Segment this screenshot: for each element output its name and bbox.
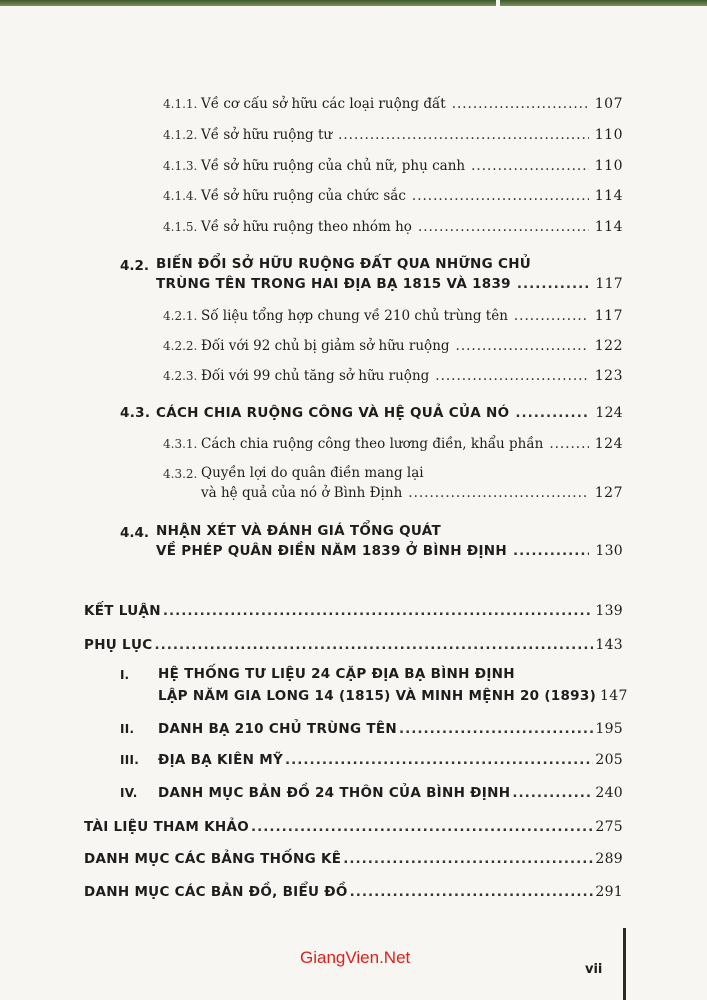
entry-title: ĐỊA BẠ KIÊN MỸ <box>158 752 284 768</box>
entry-title: PHỤ LỤC <box>84 637 153 653</box>
leader-dots <box>350 884 594 900</box>
entry-page: 110 <box>594 127 623 143</box>
entry-number: IV. <box>120 786 138 800</box>
entry-page: 139 <box>595 603 623 619</box>
entry-number: 4.2.3. <box>163 369 198 383</box>
entry-page: 240 <box>595 785 623 801</box>
toc-entry-4-1-3[interactable] <box>163 158 623 174</box>
entry-title: Về cơ cấu sở hữu các loại ruộng đất <box>201 96 446 112</box>
toc-entry-appendix-i[interactable] <box>158 688 628 704</box>
toc-entry-4-3[interactable] <box>120 405 623 421</box>
entry-page: 114 <box>594 219 623 235</box>
entry-number: III. <box>120 753 140 767</box>
toc-entry-bang-thong-ke[interactable] <box>84 851 623 867</box>
entry-title: Đối với 92 chủ bị giảm sở hữu ruộng <box>201 338 450 354</box>
entry-title: DANH MỤC CÁC BẢNG THỐNG KÊ <box>84 851 342 867</box>
toc-entry-tai-lieu-tham-khao[interactable] <box>84 819 623 835</box>
appendix-title-i-line1[interactable]: HỆ THỐNG TƯ LIỆU 24 CẶP ĐỊA BẠ BÌNH ĐỊNH <box>158 666 515 682</box>
section-title-4-2-line2: TRÙNG TÊN TRONG HAI ĐỊA BẠ 1815 VÀ 1839 <box>156 276 511 292</box>
leader-dots <box>456 338 589 354</box>
margin-rule <box>623 928 626 1000</box>
entry-page: 117 <box>594 308 623 324</box>
entry-title: Cách chia ruộng công theo lương điền, khẩu phần <box>201 436 544 452</box>
toc-entry-4-1-2[interactable] <box>163 127 623 143</box>
toc-entry-4-1-5[interactable] <box>163 219 623 235</box>
entry-number: 4.1.5. <box>163 220 198 234</box>
section-title-4-4-line1[interactable]: NHẬN XÉT VÀ ĐÁNH GIÁ TỔNG QUÁT <box>156 523 441 539</box>
entry-number: 4.1.3. <box>163 159 198 173</box>
toc-entry-4-3-2[interactable] <box>201 485 623 501</box>
watermark: GiangVien.Net <box>300 948 411 967</box>
toc-entry-4-1-4[interactable] <box>163 188 623 204</box>
section-number-4-4: 4.4. <box>120 525 150 541</box>
leader-dots <box>154 637 593 653</box>
entry-page: 114 <box>594 188 623 204</box>
leader-dots <box>471 158 589 174</box>
leader-dots <box>163 603 594 619</box>
leader-dots <box>285 752 593 768</box>
leader-dots <box>408 485 588 501</box>
subsection-title-4-3-2-line1[interactable]: Quyền lợi do quân điền mang lại <box>201 465 424 481</box>
leader-dots <box>399 721 593 737</box>
toc-entry-4-3-1[interactable] <box>163 436 623 452</box>
entry-page: 147 <box>600 688 628 704</box>
leader-dots <box>338 127 589 143</box>
section-title-4-4-line2: VỀ PHÉP QUÂN ĐIỀN NĂM 1839 Ở BÌNH ĐỊNH <box>156 543 507 559</box>
toc-entry-4-2-3[interactable] <box>163 368 623 384</box>
entry-page: 123 <box>594 368 623 384</box>
entry-page: 275 <box>595 819 623 835</box>
entry-page: 122 <box>594 338 623 354</box>
toc-entry-appendix-iv[interactable] <box>120 785 623 801</box>
leader-dots <box>549 436 588 452</box>
entry-page: 289 <box>595 851 623 867</box>
entry-page: 291 <box>595 884 623 900</box>
entry-page: 130 <box>595 543 623 559</box>
toc-entry-appendix-iii[interactable] <box>120 752 623 768</box>
entry-title: Số liệu tổng hợp chung về 210 chủ trùng tên <box>201 308 508 324</box>
entry-number: 4.3. <box>120 405 151 421</box>
toc-entry-4-2-2[interactable] <box>163 338 623 354</box>
entry-page: 124 <box>595 405 623 421</box>
entry-title: Về sở hữu ruộng của chức sắc <box>201 188 406 204</box>
entry-page: 110 <box>594 158 623 174</box>
entry-page: 124 <box>594 436 623 452</box>
toc-entry-4-2-1[interactable] <box>163 308 623 324</box>
leader-dots <box>452 96 589 112</box>
subsection-title-4-3-2-line2: và hệ quả của nó ở Bình Định <box>201 485 403 501</box>
entry-page: 205 <box>595 752 623 768</box>
entry-page: 127 <box>594 485 623 501</box>
toc-entry-4-1-1[interactable] <box>163 96 623 112</box>
section-title-4-2-line1[interactable]: BIẾN ĐỔI SỞ HỮU RUỘNG ĐẤT QUA NHỮNG CHỦ <box>156 256 532 272</box>
toc-entry-appendix-ii[interactable] <box>120 721 623 737</box>
entry-title: TÀI LIỆU THAM KHẢO <box>84 819 250 835</box>
entry-title: DANH MỤC CÁC BẢN ĐỒ, BIỂU ĐỒ <box>84 884 348 900</box>
entry-title: DANH MỤC BẢN ĐỒ 24 THÔN CỦA BÌNH ĐỊNH <box>158 785 511 801</box>
leader-dots <box>513 543 589 559</box>
entry-number: 4.1.4. <box>163 189 198 203</box>
entry-title: Về sở hữu ruộng theo nhóm họ <box>201 219 412 235</box>
page-number: vii <box>585 962 603 977</box>
entry-title: Về sở hữu ruộng của chủ nữ, phụ canh <box>201 158 466 174</box>
toc-entry-ket-luan[interactable] <box>84 603 623 619</box>
section-number-4-2: 4.2. <box>120 258 150 274</box>
leader-dots <box>512 785 593 801</box>
appendix-number-i: I. <box>120 668 130 682</box>
entry-number: 4.3.1. <box>163 437 198 451</box>
leader-dots <box>515 405 589 421</box>
leader-dots <box>435 368 588 384</box>
entry-title: CÁCH CHIA RUỘNG CÔNG VÀ HỆ QUẢ CỦA NÓ <box>156 405 510 421</box>
entry-page: 195 <box>595 721 623 737</box>
leader-dots <box>251 819 593 835</box>
top-border <box>0 0 707 6</box>
entry-page: 143 <box>595 637 623 653</box>
entry-title: KẾT LUẬN <box>84 603 161 619</box>
entry-title: Về sở hữu ruộng tư <box>201 127 333 143</box>
toc-entry-phu-luc[interactable] <box>84 637 623 653</box>
entry-number: II. <box>120 722 135 736</box>
leader-dots <box>418 219 589 235</box>
entry-title: Đối với 99 chủ tăng sở hữu ruộng <box>201 368 430 384</box>
leader-dots <box>343 851 593 867</box>
appendix-title-i-line2: LẬP NĂM GIA LONG 14 (1815) VÀ MINH MỆNH 20 (1893) <box>158 688 597 704</box>
leader-dots <box>517 276 590 292</box>
entry-page: 117 <box>595 276 623 292</box>
entry-number: 4.2.1. <box>163 309 198 323</box>
entry-title: DANH BẠ 210 CHỦ TRÙNG TÊN <box>158 721 398 737</box>
entry-page: 107 <box>594 96 623 112</box>
leader-dots <box>514 308 589 324</box>
entry-number: 4.1.2. <box>163 128 198 142</box>
entry-number: 4.1.1. <box>163 97 198 111</box>
entry-number: 4.2.2. <box>163 339 198 353</box>
toc-entry-4-4[interactable] <box>156 543 623 559</box>
leader-dots <box>412 188 589 204</box>
toc-entry-ban-do-bieu-do[interactable] <box>84 884 623 900</box>
toc-entry-4-2[interactable] <box>156 276 623 292</box>
subsection-number-4-3-2: 4.3.2. <box>163 467 198 481</box>
